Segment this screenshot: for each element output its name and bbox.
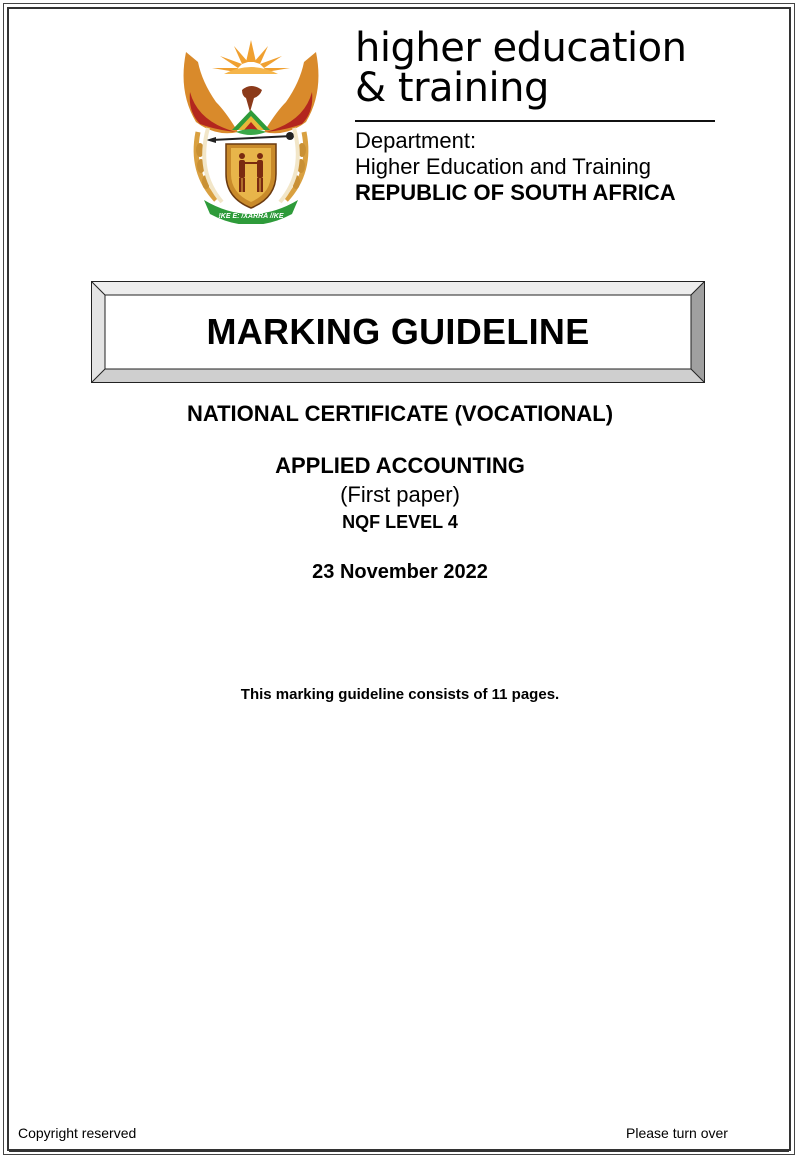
department-branding xyxy=(355,25,715,206)
brand-line-1: higher education xyxy=(355,25,687,71)
title-box xyxy=(91,281,705,383)
exam-date: 23 November 2022 xyxy=(312,561,488,583)
footer-divider xyxy=(9,1151,789,1152)
department-label: Department: xyxy=(355,128,477,153)
subject: APPLIED ACCOUNTING xyxy=(275,453,525,478)
turn-over-notice: Please turn over xyxy=(626,1125,728,1141)
department-name: Higher Education and Training xyxy=(355,154,651,179)
paper-number: (First paper) xyxy=(340,482,460,507)
coat-of-arms-icon xyxy=(176,32,326,224)
page-count-note: This marking guideline consists of 11 pages. xyxy=(240,686,560,703)
copyright-notice: Copyright reserved xyxy=(18,1125,137,1141)
svg-text:!KE E: /XARRA //KE: !KE E: /XARRA //KE xyxy=(218,213,284,220)
document-title: MARKING GUIDELINE xyxy=(206,311,590,352)
brand-line-2: & training xyxy=(355,65,549,111)
qualification: NATIONAL CERTIFICATE (VOCATIONAL) xyxy=(186,401,614,426)
country-name: REPUBLIC OF SOUTH AFRICA xyxy=(355,180,676,205)
nqf-level: NQF LEVEL 4 xyxy=(342,512,458,532)
brand-divider xyxy=(355,120,715,122)
